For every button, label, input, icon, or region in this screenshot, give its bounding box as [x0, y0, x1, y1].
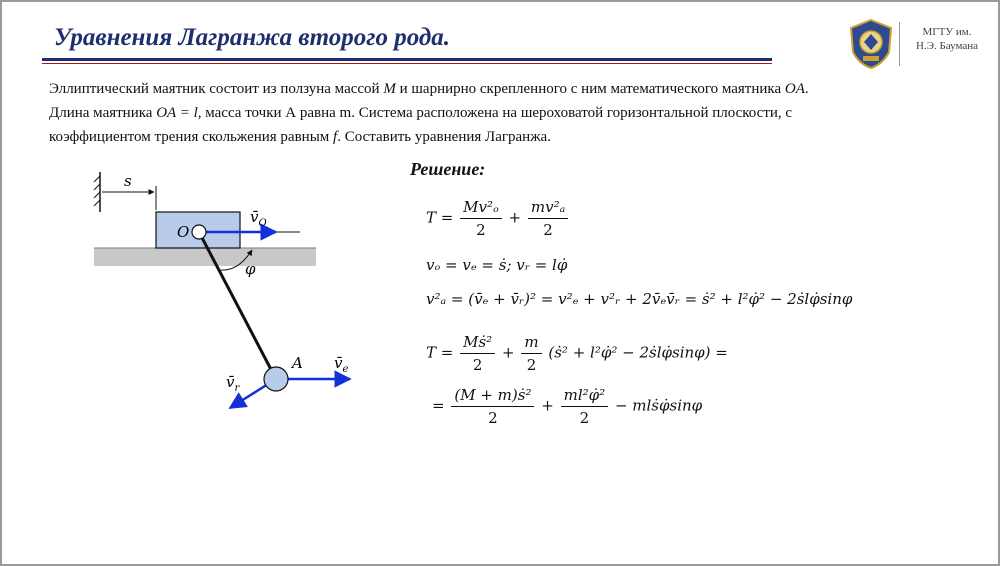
eq4-lhs: T =	[426, 343, 454, 362]
title-underline-red	[42, 63, 772, 64]
equation-kinetic-energy	[426, 198, 570, 239]
solution-label: Решение:	[410, 159, 486, 179]
eq1-fraction-2: $\frac{\text{mv²ₐ}}{2}$	[528, 198, 568, 239]
eq1-lhs: T =	[426, 208, 454, 227]
eq4-plus: +	[501, 343, 515, 362]
wall-hatching	[94, 176, 100, 206]
eq5-fraction-2: $\frac{\text{ml²φ̇²}}{2}$	[561, 386, 609, 427]
problem-text-3: . Длина маятника	[49, 81, 809, 121]
logo-divider	[899, 22, 900, 66]
problem-text-5: . Составить уравнения Лагранжа.	[337, 129, 551, 145]
eq5-rest: − mlṡφ̇sinφ	[614, 396, 703, 415]
s-label: s	[124, 172, 132, 190]
org-line-1: МГТУ им.	[922, 26, 972, 38]
eq5-fraction-1: $\frac{\text{(M + m)ṡ²}}{2}$	[451, 386, 534, 427]
hinge-O	[192, 225, 206, 239]
ve-label: $v̄_e$	[334, 354, 349, 375]
eq5-plus: +	[541, 396, 554, 415]
length-formula: OA = l	[156, 105, 198, 121]
phi-label: φ	[245, 260, 256, 278]
pendulum-diagram	[82, 162, 382, 432]
mass-symbol: M	[383, 81, 396, 97]
problem-statement	[49, 77, 809, 149]
vr-label: $v̄_r$	[226, 373, 240, 394]
ground-surface	[94, 248, 316, 266]
pendulum-symbol: OA	[784, 81, 805, 97]
org-line-2: Н.Э. Баумана	[916, 40, 978, 52]
vO-label: $v̄_O$	[250, 208, 267, 229]
page-title: Уравнения Лагранжа второго рода.	[54, 24, 451, 51]
title-underline	[42, 58, 772, 61]
equation-kinetic-energy-expanded	[426, 333, 728, 374]
eq4-rest: (ṡ² + l²φ̇² − 2ṡlφ̇sinφ) =	[548, 343, 728, 362]
point-A-mass	[264, 367, 288, 391]
eq1-plus: +	[508, 208, 522, 227]
organization-name	[905, 25, 989, 53]
equation-kinetic-energy-final	[432, 386, 702, 427]
friction-symbol: f	[333, 129, 338, 145]
emblem-icon	[847, 18, 895, 70]
eq4-fraction-1: $\frac{\text{Mṡ²}}{2}$	[460, 333, 495, 374]
eq5-lhs: =	[432, 396, 445, 415]
problem-text-2: и шарнирно скрепленного с ним математического маятника	[395, 81, 785, 97]
eq1-fraction-1: $\frac{\text{Mv²ₒ}}{2}$	[460, 198, 502, 239]
A-label: A	[292, 354, 303, 372]
O-label: O	[177, 223, 190, 241]
equation-velocities: vₒ = vₑ = ṡ; vᵣ = lφ̇	[426, 256, 568, 274]
eq4-fraction-2: $\frac{m}{2}$	[521, 333, 541, 374]
problem-text-4: , масса точки А равна m. Система расположена на шероховатой горизонтальной плоскости, с коэффициентом трения скольжения равным	[49, 105, 793, 145]
equation-velocity-A: v²ₐ = (v̄ₑ + v̄ᵣ)² = v²ₑ + v²ᵣ + 2v̄ₑv̄ᵣ = ṡ² + l²φ̇² − 2ṡlφ̇sinφ	[426, 290, 853, 308]
problem-text-1: Эллиптический маятник состоит из ползуна массой	[49, 81, 384, 97]
university-logo	[847, 16, 987, 74]
